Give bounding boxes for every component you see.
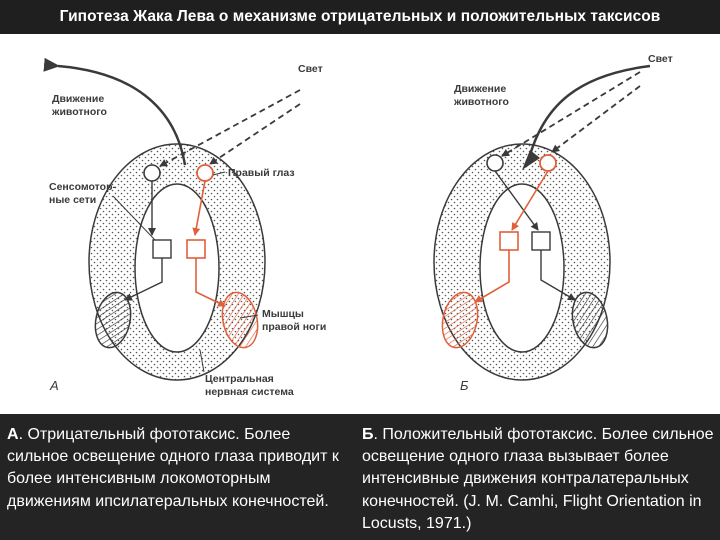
light-ray xyxy=(160,90,300,166)
cns-inner xyxy=(135,184,219,352)
movement-label: Движение xyxy=(52,93,105,105)
panel-b xyxy=(434,53,673,393)
movement-arrow xyxy=(530,66,650,155)
right-network-box xyxy=(187,240,205,258)
left-eye xyxy=(144,165,160,181)
title-bar xyxy=(0,0,720,34)
light-ray xyxy=(210,104,300,164)
light-label: Свет xyxy=(298,63,323,75)
light-ray xyxy=(552,86,640,152)
caption-a xyxy=(7,424,352,513)
taxis-diagram xyxy=(0,34,720,414)
right-eye xyxy=(540,155,556,171)
panel-letter: Б xyxy=(460,378,469,393)
caption-b xyxy=(362,424,717,535)
panel-a xyxy=(49,63,326,398)
caption-b-prefix: Б xyxy=(362,426,374,443)
sensorimotor-label: Сенсомотор- xyxy=(49,181,116,193)
caption-a-text: . Отрицательный фототаксис. Более сильное освещение одного глаза приводит к более интенсивным локомоторным движениям ипсилатеральных конечностей. xyxy=(7,426,339,510)
muscles-label: правой ноги xyxy=(262,321,327,333)
movement-label: животного xyxy=(52,106,107,118)
movement-label: животного xyxy=(454,96,509,108)
sensorimotor-label: ные сети xyxy=(49,194,97,206)
cns-label: Центральная xyxy=(205,373,274,385)
page-title: Гипотеза Жака Лева о механизме отрицательных и положительных таксисов xyxy=(59,8,661,25)
light-label: Свет xyxy=(648,53,673,65)
muscles-label: Мышцы xyxy=(262,308,304,320)
panel-letter: А xyxy=(50,378,59,393)
left-network-box xyxy=(153,240,171,258)
caption-a-prefix: А xyxy=(7,426,19,443)
cns-label: нервная система xyxy=(205,386,294,398)
caption-b-text: . Положительный фототаксис. Более сильное освещение одного глаза вызывает более интенсивные движения контралатеральных конечностей. (J. M. Camhi, Flight Orientation in Locusts, 1971.) xyxy=(362,426,714,532)
movement-label: Движение xyxy=(454,83,507,95)
right-eye xyxy=(197,165,213,181)
right-eye-label: Правый глаз xyxy=(228,167,295,179)
right-network-box xyxy=(532,232,550,250)
light-ray xyxy=(502,72,640,156)
left-network-box xyxy=(500,232,518,250)
left-eye xyxy=(487,155,503,171)
